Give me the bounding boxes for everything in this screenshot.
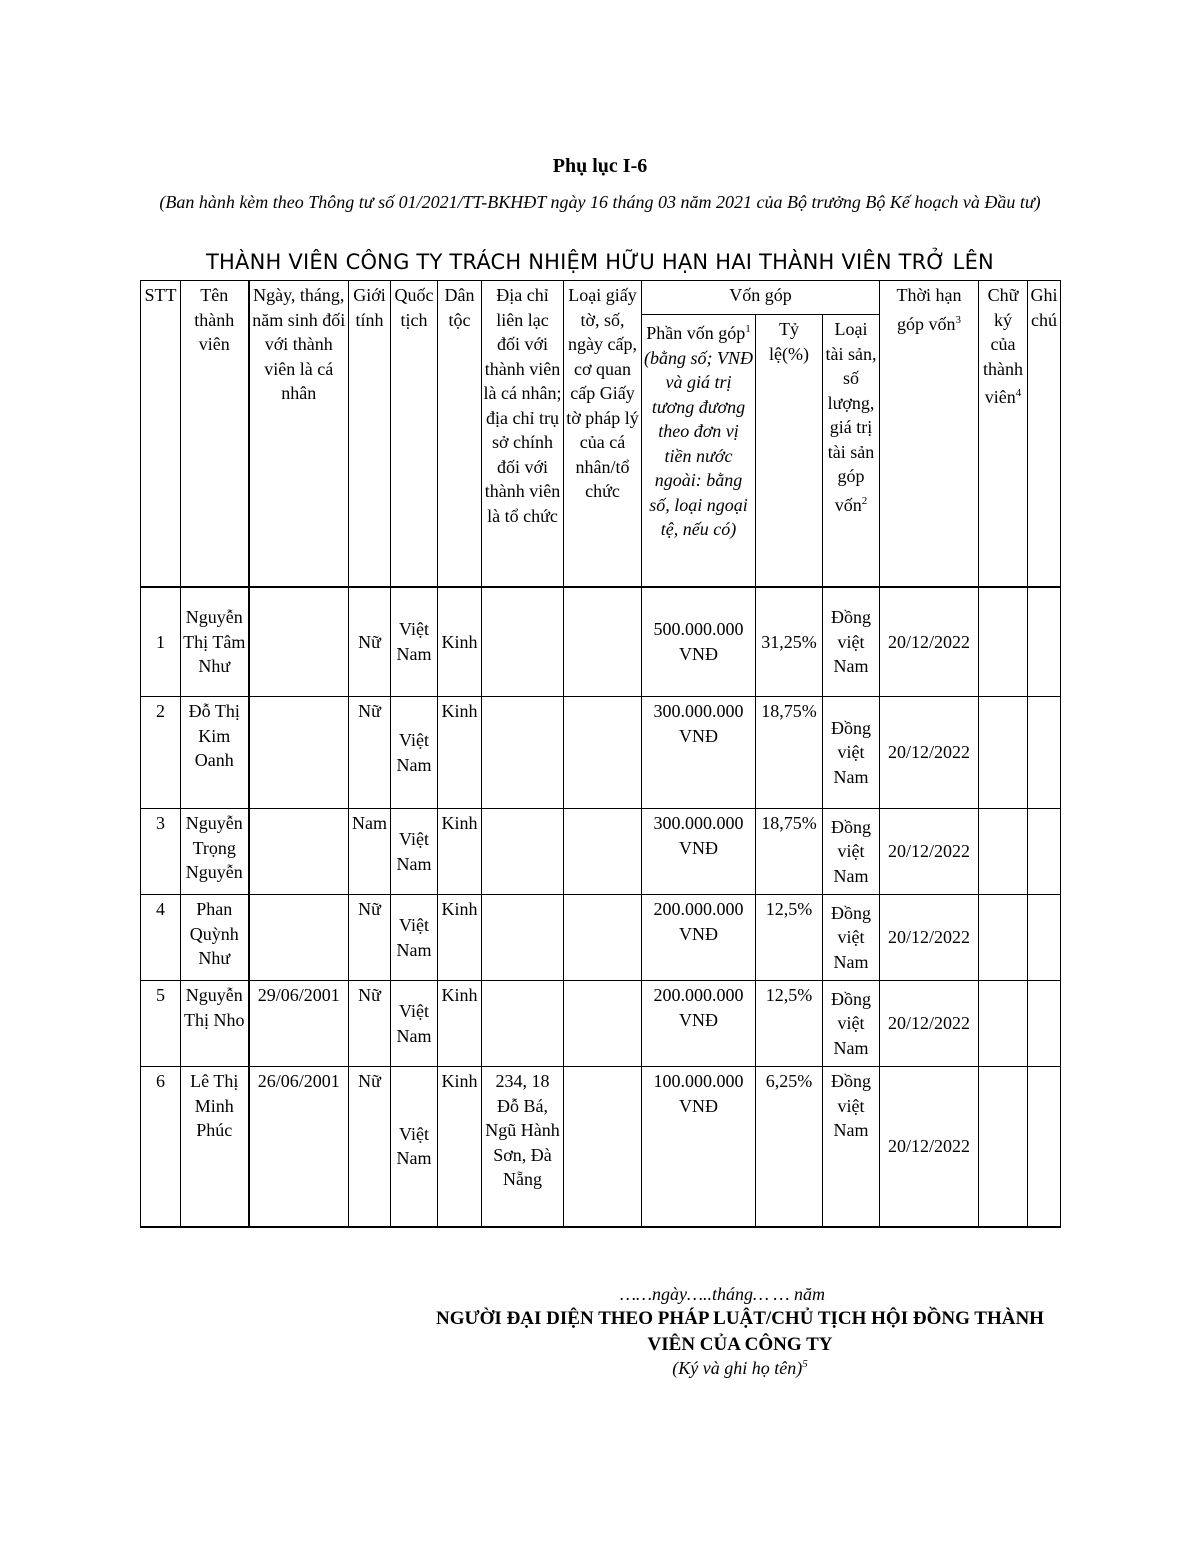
- cell-deadline: 20/12/2022: [880, 587, 979, 697]
- cell-nationality: Việt Nam: [391, 1067, 438, 1227]
- col-capital-amount-label: Phần vốn góp: [646, 323, 746, 343]
- cell-dob: 29/06/2001: [249, 981, 349, 1067]
- footnote-1: 1: [745, 323, 751, 335]
- cell-gender: Nữ: [349, 895, 391, 981]
- cell-name: Nguyễn Trọng Nguyễn: [181, 809, 249, 895]
- appendix-title: Phụ lục I-6: [552, 155, 648, 177]
- cell-nationality: Việt Nam: [391, 895, 438, 981]
- members-table: [140, 280, 1061, 1228]
- table-row: [141, 981, 1061, 1067]
- cell-signature: [979, 587, 1028, 697]
- cell-dob: [249, 587, 349, 697]
- col-asset-type: [823, 315, 880, 587]
- col-address: Địa chỉ liên lạc đối với thành viên là cá nhân; địa chỉ trụ sở chính đối với thành viên là tổ chức: [482, 281, 564, 587]
- table-header: [141, 281, 1061, 587]
- cell-note: [1028, 809, 1061, 895]
- cell-asset: Đồng việt Nam: [823, 1067, 880, 1227]
- cell-deadline: 20/12/2022: [880, 895, 979, 981]
- cell-name: Đỗ Thị Kim Oanh: [181, 697, 249, 809]
- cell-address: [482, 895, 564, 981]
- cell-asset: Đồng việt Nam: [823, 895, 880, 981]
- footnote-3: 3: [955, 313, 962, 326]
- col-deadline-label: Thời hạn góp vốn: [896, 285, 962, 334]
- col-deadline: [880, 281, 979, 587]
- document-title: THÀNH VIÊN CÔNG TY TRÁCH NHIỆM HỮU HẠN HAI THÀNH VIÊN TRỞ LÊN: [206, 250, 994, 274]
- cell-dob: [249, 697, 349, 809]
- cell-ratio: 18,75%: [756, 809, 823, 895]
- cell-stt: 3: [141, 809, 181, 895]
- col-capital-group: Vốn góp: [642, 281, 880, 315]
- col-capital-amount: [642, 315, 756, 587]
- cell-ratio: 12,5%: [756, 981, 823, 1067]
- table-row: [141, 587, 1061, 697]
- cell-ethnicity: Kinh: [438, 587, 482, 697]
- cell-amount: 200.000.000 VNĐ: [642, 895, 756, 981]
- cell-name: Nguyễn Thị Tâm Như: [181, 587, 249, 697]
- cell-nationality: Việt Nam: [391, 697, 438, 809]
- cell-stt: 4: [141, 895, 181, 981]
- signer-title: NGƯỜI ĐẠI DIỆN THEO PHÁP LUẬT/CHỦ TỊCH HỘI ĐỒNG THÀNH VIÊN CỦA CÔNG TY: [436, 1308, 1044, 1355]
- cell-note: [1028, 895, 1061, 981]
- col-ethnicity: Dân tộc: [438, 281, 482, 587]
- cell-signature: [979, 981, 1028, 1067]
- cell-amount: 300.000.000 VNĐ: [642, 697, 756, 809]
- cell-ratio: 18,75%: [756, 697, 823, 809]
- issued-note: (Ban hành kèm theo Thông tư số 01/2021/TT-BKHĐT ngày 16 tháng 03 năm 2021 của Bộ trưởng Bộ Kế hoạch và Đầu tư): [159, 192, 1041, 212]
- cell-id-document: [564, 809, 642, 895]
- cell-amount: 500.000.000 VNĐ: [642, 587, 756, 697]
- footnote-4: 4: [1015, 387, 1022, 399]
- cell-stt: 5: [141, 981, 181, 1067]
- col-signature: [979, 281, 1028, 587]
- cell-deadline: 20/12/2022: [880, 697, 979, 809]
- cell-ratio: 6,25%: [756, 1067, 823, 1227]
- cell-deadline: 20/12/2022: [880, 1067, 979, 1227]
- col-asset-type-label: Loại tài sản, số lượng, giá trị tài sản góp vốn: [825, 319, 877, 515]
- table-row: [141, 809, 1061, 895]
- cell-id-document: [564, 1067, 642, 1227]
- table-row: [141, 1067, 1061, 1227]
- cell-note: [1028, 981, 1061, 1067]
- cell-address: [482, 981, 564, 1067]
- cell-asset: Đồng việt Nam: [823, 981, 880, 1067]
- cell-asset: Đồng việt Nam: [823, 697, 880, 809]
- table-body: [141, 587, 1061, 1227]
- cell-name: Phan Quỳnh Như: [181, 895, 249, 981]
- col-ratio: Tỷ lệ(%): [756, 315, 823, 587]
- cell-nationality: Việt Nam: [391, 587, 438, 697]
- sign-note: [430, 1358, 1050, 1379]
- footnote-5: 5: [802, 1358, 808, 1370]
- cell-amount: 100.000.000 VNĐ: [642, 1067, 756, 1227]
- cell-dob: 26/06/2001: [249, 1067, 349, 1227]
- cell-ethnicity: Kinh: [438, 697, 482, 809]
- cell-address: [482, 809, 564, 895]
- cell-stt: 1: [141, 587, 181, 697]
- cell-address: 234, 18 Đỗ Bá, Ngũ Hành Sơn, Đà Nẵng: [482, 1067, 564, 1227]
- cell-gender: Nữ: [349, 697, 391, 809]
- cell-gender: Nữ: [349, 587, 391, 697]
- cell-dob: [249, 895, 349, 981]
- cell-signature: [979, 1067, 1028, 1227]
- col-signature-label: Chữ ký của thành viên: [983, 285, 1024, 407]
- cell-signature: [979, 895, 1028, 981]
- cell-note: [1028, 697, 1061, 809]
- col-capital-amount-desc: (bằng số; VNĐ và giá trị tương đương theo đơn vị tiền nước ngoài: bằng số, loại ngoại tệ, nếu có): [644, 347, 753, 539]
- cell-asset: Đồng việt Nam: [823, 809, 880, 895]
- cell-amount: 300.000.000 VNĐ: [642, 809, 756, 895]
- cell-dob: [249, 809, 349, 895]
- col-name: Tên thành viên: [181, 281, 249, 587]
- cell-id-document: [564, 697, 642, 809]
- cell-deadline: 20/12/2022: [880, 809, 979, 895]
- cell-nationality: Việt Nam: [391, 981, 438, 1067]
- cell-ethnicity: Kinh: [438, 1067, 482, 1227]
- cell-stt: 2: [141, 697, 181, 809]
- cell-stt: 6: [141, 1067, 181, 1227]
- cell-name: Nguyễn Thị Nho: [181, 981, 249, 1067]
- cell-gender: Nam: [349, 809, 391, 895]
- col-gender: Giới tính: [349, 281, 391, 587]
- table-row: [141, 895, 1061, 981]
- cell-address: [482, 697, 564, 809]
- cell-nationality: Việt Nam: [391, 809, 438, 895]
- cell-id-document: [564, 981, 642, 1067]
- cell-note: [1028, 1067, 1061, 1227]
- col-id-document: Loại giấy tờ, số, ngày cấp, cơ quan cấp Giấy tờ pháp lý của cá nhân/tổ chức: [564, 281, 642, 587]
- cell-gender: Nữ: [349, 1067, 391, 1227]
- cell-signature: [979, 697, 1028, 809]
- date-line: ……ngày…..tháng… … năm: [620, 1284, 826, 1304]
- col-stt: STT: [141, 281, 181, 587]
- cell-gender: Nữ: [349, 981, 391, 1067]
- cell-id-document: [564, 587, 642, 697]
- cell-id-document: [564, 895, 642, 981]
- col-dob: Ngày, tháng, năm sinh đối với thành viên là cá nhân: [249, 281, 349, 587]
- col-nationality: Quốc tịch: [391, 281, 438, 587]
- cell-address: [482, 587, 564, 697]
- cell-deadline: 20/12/2022: [880, 981, 979, 1067]
- table-row: [141, 697, 1061, 809]
- cell-name: Lê Thị Minh Phúc: [181, 1067, 249, 1227]
- footnote-2: 2: [861, 494, 868, 507]
- col-note: Ghi chú: [1028, 281, 1061, 587]
- cell-ethnicity: Kinh: [438, 981, 482, 1067]
- cell-ratio: 31,25%: [756, 587, 823, 697]
- sign-note-text: (Ký và ghi họ tên): [672, 1358, 803, 1378]
- cell-asset: Đồng việt Nam: [823, 587, 880, 697]
- cell-ethnicity: Kinh: [438, 809, 482, 895]
- cell-signature: [979, 809, 1028, 895]
- cell-ethnicity: Kinh: [438, 895, 482, 981]
- cell-ratio: 12,5%: [756, 895, 823, 981]
- cell-amount: 200.000.000 VNĐ: [642, 981, 756, 1067]
- cell-note: [1028, 587, 1061, 697]
